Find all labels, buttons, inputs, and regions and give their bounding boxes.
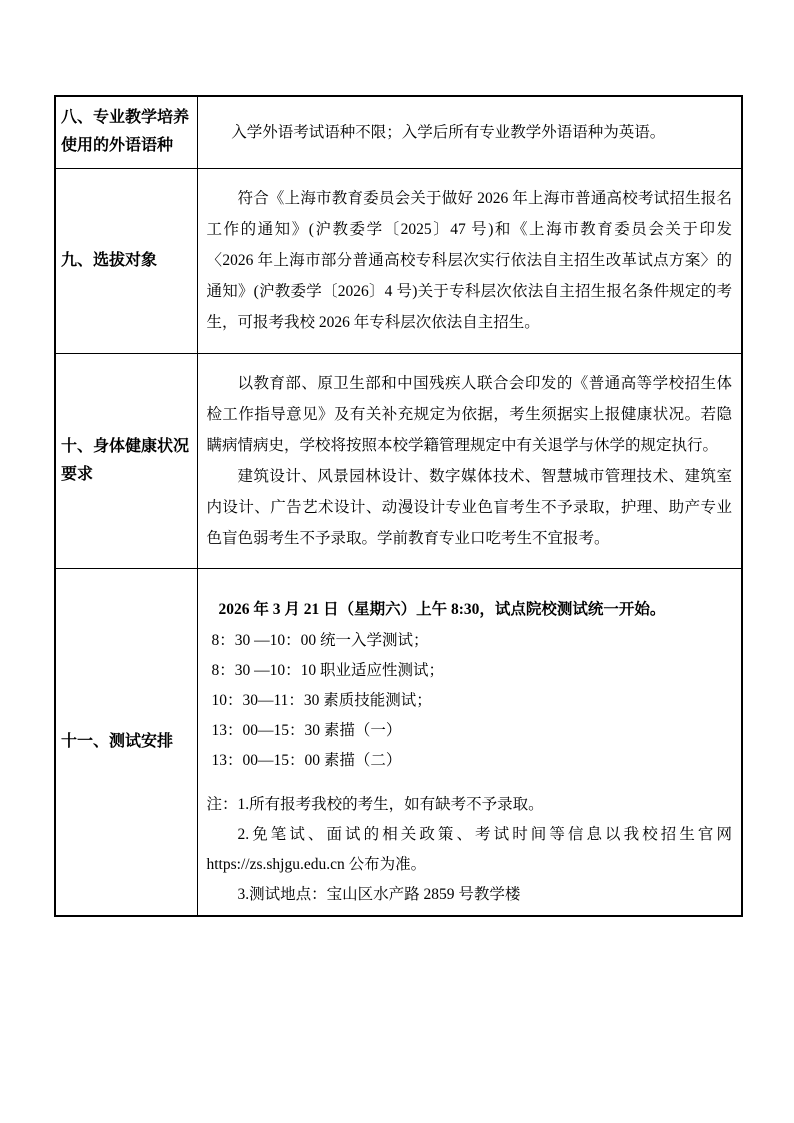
admission-info-table	[54, 95, 743, 917]
table-row-test-arrangement	[55, 568, 742, 916]
row-content-test-arrangement	[197, 568, 742, 916]
test-start-headline: 2026 年 3 月 21 日（星期六）上午 8:30，试点院校测试统一开始。	[218, 600, 666, 618]
schedule-item-vocational-aptitude-test: 8：30 —10：10 职业适应性测试；	[211, 661, 445, 679]
test-notes	[207, 790, 733, 910]
note-test-location: 3.测试地点：宝山区水产路 2859 号教学楼	[237, 885, 521, 903]
table-row-foreign-language	[55, 96, 742, 168]
row-header-test-arrangement: 十一、测试安排	[55, 568, 197, 916]
schedule-item-sketch-1: 13：00—15：30 素描（一）	[211, 721, 402, 739]
row-header-foreign-language: 八、专业教学培养使用的外语语种	[55, 96, 197, 168]
row-header-health-requirements: 十、身体健康状况要求	[55, 353, 197, 568]
foreign-language-text: 入学外语考试语种不限；入学后所有专业教学外语语种为英语。	[231, 123, 666, 141]
schedule-item-quality-skills-test: 10：30—11：30 素质技能测试；	[211, 691, 432, 709]
health-requirements-paragraph-1: 以教育部、原卫生部和中国残疾人联合会印发的《普通高等学校招生体检工作指导意见》及有关补充规定为依据，考生须据实上报健康状况。若隐瞒病情病史，学校将按照本校学籍管理规定中有关退学与休学的规定执行。	[206, 374, 732, 454]
health-requirements-paragraph-2: 建筑设计、风景园林设计、数字媒体技术、智慧城市管理技术、建筑室内设计、广告艺术设计、动漫设计专业色盲考生不予录取，护理、助产专业色盲色弱考生不予录取。学前教育专业口吃考生不宜报考。	[206, 467, 732, 547]
note-exemption-website: 2.免笔试、面试的相关政策、考试时间等信息以我校招生官网 https://zs.shjgu.edu.cn 公布为准。	[206, 825, 732, 873]
selection-targets-text: 符合《上海市教育委员会关于做好 2026 年上海市普通高校考试招生报名工作的通知》(沪教委学〔2025〕47 号)和《上海市教育委员会关于印发〈2026 年上海市部分普通高校专科层次实行依法自主招生改革试点方案〉的通知》(沪教委学〔2026〕4 号)关于专科层次依法自主招生报名条件规定的考生，可报考我校 2026 年专科层次依法自主招生。	[206, 190, 732, 331]
row-content-selection-targets	[197, 168, 742, 353]
row-content-health-requirements	[197, 353, 742, 568]
note-absence: 注：1.所有报考我校的考生，如有缺考不予录取。	[206, 795, 544, 813]
table-row-selection-targets	[55, 168, 742, 353]
row-header-selection-targets: 九、选拔对象	[55, 168, 197, 353]
test-schedule-list	[207, 626, 733, 776]
row-content-foreign-language	[197, 96, 742, 168]
schedule-item-sketch-2: 13：00—15：00 素描（二）	[211, 751, 402, 769]
table-row-health-requirements	[55, 353, 742, 568]
schedule-item-entrance-test: 8：30 —10：00 统一入学测试；	[211, 631, 429, 649]
